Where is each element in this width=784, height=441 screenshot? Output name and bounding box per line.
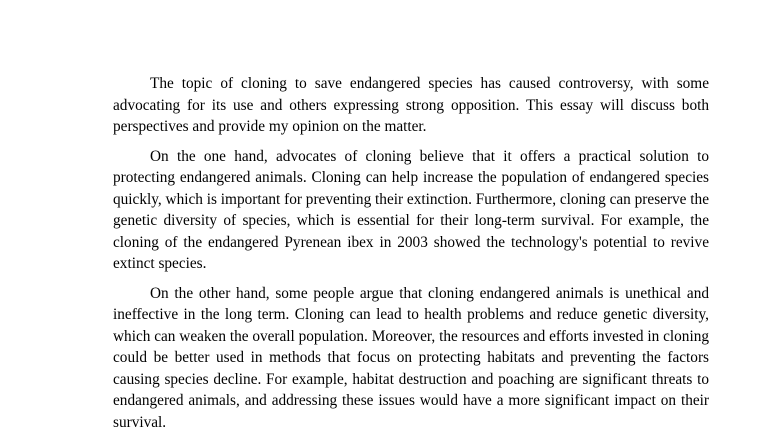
paragraph-advocates: On the one hand, advocates of cloning believe that it offers a practical solution to protecting endangered animals. Cloning can help increase the population of endangered species quickly, which is important for preventing their extinction. Furthermore, cloning can preserve the genetic diversity of species, which is essential for their long-term survival. For example, the cloning of the endangered Pyrenean ibex in 2003 showed the technology's potential to revive extinct species. bbox=[113, 147, 709, 272]
paragraph-intro: The topic of cloning to save endangered species has caused controversy, with some advocating for its use and others expressing strong opposition. This essay will discuss both perspectives and provide my opinion on the matter. bbox=[113, 75, 709, 135]
paragraph-opponents: On the other hand, some people argue that cloning endangered animals is unethical and ineffective in the long term. Cloning can lead to health problems and reduce genetic diversity, which can weaken the overall population. Moreover, the resources and efforts invested in cloning could be better used in methods that focus on protecting habitats and preventing the factors causing species decline. For example, habitat destruction and poaching are significant threats to endangered animals, and addressing these issues would have a more significant impact on their survival. bbox=[113, 284, 709, 431]
document-page bbox=[113, 73, 709, 441]
